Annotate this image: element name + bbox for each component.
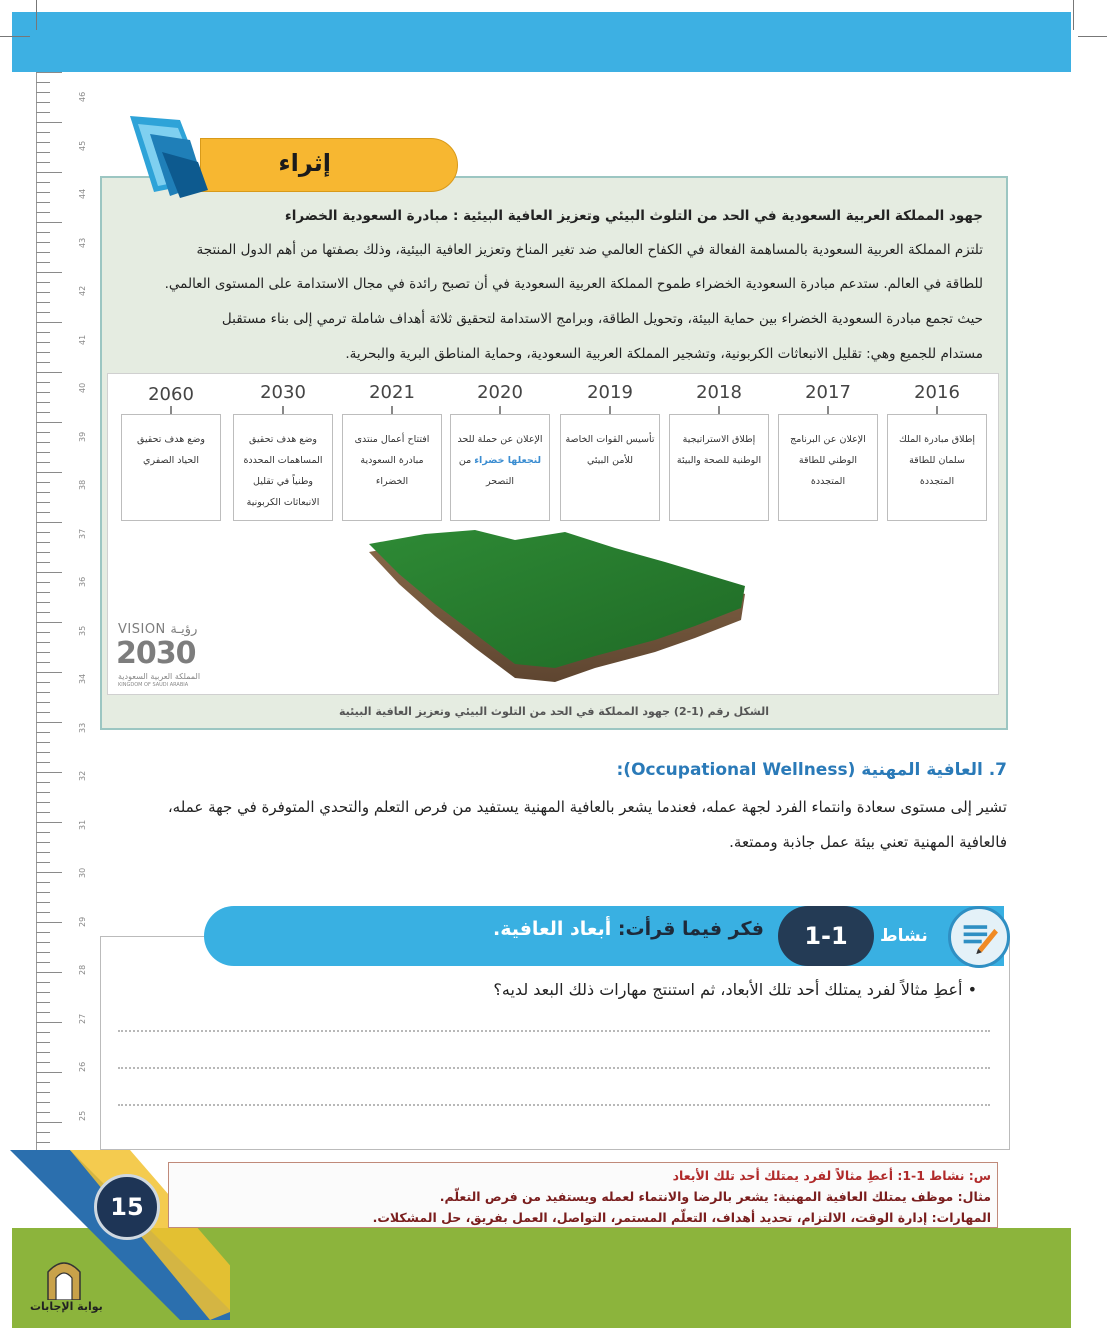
ruler-tick: [36, 852, 50, 853]
timeline-text: وضع هدف تحقيق المساهمات المحددة وطنياً في تقليل الانبعاثات الكربونية: [233, 414, 333, 521]
ruler-tick: [36, 422, 62, 423]
ruler-tick: [36, 532, 50, 533]
ruler-tick: [36, 262, 50, 263]
ruler-tick: [36, 1092, 50, 1093]
crop-mark: [1078, 36, 1107, 37]
timeline-year: 2021: [369, 382, 415, 403]
ruler-tick: [36, 932, 50, 933]
ruler-tick: [36, 862, 50, 863]
ruler-tick: [36, 1022, 62, 1023]
ruler-tick: [36, 662, 50, 663]
activity-answer-box: [100, 936, 1010, 1150]
ruler-tick: [36, 142, 50, 143]
ruler-tick: [36, 292, 50, 293]
ruler-tick: [36, 832, 50, 833]
crop-mark: [36, 0, 37, 30]
activity-question: • أعطِ مثالاً لفرد يمتلك أحد تلك الأبعاد، ثم استنتج مهارات ذلك البعد لديه؟: [493, 980, 977, 999]
gate-logo-icon: [44, 1254, 84, 1300]
ruler-tick: [36, 822, 62, 823]
ruler-tick: [36, 812, 50, 813]
ruler-number: 27: [78, 1013, 87, 1024]
timeline-year: 2060: [148, 384, 194, 405]
ruler-tick: [36, 122, 62, 123]
ruler-tick: [36, 112, 50, 113]
ruler-tick: [36, 442, 50, 443]
ruler-tick: [36, 272, 62, 273]
ruler-tick: [36, 192, 50, 193]
timeline-text-b: من التصحر: [458, 455, 514, 487]
answer-note-line-1: س: نشاط 1-1: أعطِ مثالاً لفرد يمتلك أحد تلك الأبعاد: [672, 1168, 991, 1183]
ruler-number: 36: [78, 576, 87, 587]
ruler-tick: [36, 972, 62, 973]
ruler-number: 25: [78, 1110, 87, 1121]
logo-text: بوابة الإجابات: [30, 1300, 103, 1313]
ruler-tick: [36, 382, 50, 383]
ruler-tick: [36, 492, 50, 493]
timeline-year: 2030: [260, 382, 306, 403]
ruler-tick: [36, 742, 50, 743]
ruler-number: 38: [78, 479, 87, 490]
ruler-number: 41: [78, 334, 87, 345]
ruler-tick: [36, 762, 50, 763]
answer-note-line-2: مثال: موظف يمتلك العافية المهنية: يشعر بالرضا والانتماء لعمله ويستفيد من فرص التعلّم.: [439, 1189, 991, 1204]
ruler-tick: [36, 372, 62, 373]
ruler-tick: [36, 772, 62, 773]
ruler-tick: [36, 332, 50, 333]
ruler-tick: [36, 182, 50, 183]
ruler-tick: [36, 1112, 50, 1113]
ruler-number: 44: [78, 188, 87, 199]
ruler-tick: [36, 542, 50, 543]
answer-note: [168, 1162, 998, 1228]
activity-label: نشاط: [880, 926, 928, 946]
ruler-tick: [36, 622, 62, 623]
timeline-year: 2017: [805, 382, 851, 403]
ruler-number: 33: [78, 722, 87, 733]
timeline-text: افتتاح أعمال منتدى مبادرة السعودية الخضراء: [342, 414, 442, 521]
timeline-text: الإعلان عن البرنامج الوطني للطاقة المتجددة: [778, 414, 878, 521]
ruler-tick: [36, 1062, 50, 1063]
ruler-tick: [36, 482, 50, 483]
ruler-tick: [36, 602, 50, 603]
ruler-number: 46: [78, 91, 87, 102]
ruler-tick: [36, 462, 50, 463]
ruler-tick: [36, 962, 50, 963]
open-book-icon: [120, 112, 216, 202]
ruler-tick: [36, 842, 50, 843]
ruler-number: 40: [78, 382, 87, 393]
vision-ar: المملكة العربية السعودية: [118, 672, 201, 681]
ruler-tick: [36, 202, 50, 203]
ruler-tick: [36, 522, 62, 523]
ruler-tick: [36, 882, 50, 883]
answer-note-line-3: المهارات: إدارة الوقت، الالتزام، تحديد أهداف، التعلّم المستمر، التواصل، العمل بفريق، حل المشكلات.: [372, 1210, 991, 1225]
ruler-tick: [36, 562, 50, 563]
ruler-tick: [36, 632, 50, 633]
ruler-tick: [36, 1102, 50, 1103]
ruler-tick: [36, 232, 50, 233]
ruler-tick: [36, 892, 50, 893]
ruler-tick: [36, 802, 50, 803]
ruler-tick: [36, 1132, 50, 1133]
ruler-tick: [36, 1002, 50, 1003]
ruler-number: 43: [78, 237, 87, 248]
activity-number: 1-1: [778, 906, 874, 966]
ruler-tick: [36, 222, 62, 223]
ruler-tick: [36, 982, 50, 983]
answer-line[interactable]: [118, 1067, 990, 1069]
ruler-tick: [36, 582, 50, 583]
timeline-text: [450, 414, 550, 521]
ruler-tick: [36, 732, 50, 733]
ruler-tick: [36, 712, 50, 713]
ruler-tick: [36, 552, 50, 553]
ruler-tick: [36, 252, 50, 253]
ruler-tick: [36, 162, 50, 163]
timeline-year: 2018: [696, 382, 742, 403]
ruler-tick: [36, 72, 62, 73]
activity-title-main: فكر فيما قرأت:: [617, 918, 764, 940]
vision-en: KINGDOM OF SAUDI ARABIA: [118, 682, 189, 688]
ruler-number: 32: [78, 770, 87, 781]
ruler-tick: [36, 1012, 50, 1013]
ruler-tick: [36, 672, 62, 673]
ruler-number: 26: [78, 1061, 87, 1072]
section-title: 7. العافية المهنية (Occupational Wellness):: [616, 760, 1007, 780]
ruler-tick: [36, 352, 50, 353]
ruler-number: 37: [78, 528, 87, 539]
ruler-tick: [36, 652, 50, 653]
ruler-number: 34: [78, 673, 87, 684]
ruler-tick: [36, 472, 62, 473]
ruler-tick: [36, 172, 62, 173]
ethra-line-1: تلتزم المملكة العربية السعودية بالمساهمة الفعالة في الكفاح العالمي ضد تغير المناخ وتعزيز العافية البيئية، وذلك بصفتها من أهم الدول المنتجة: [196, 242, 983, 258]
timeline-text: وضع هدف تحقيق الحياد الصفري: [121, 414, 221, 521]
ruler-number: 31: [78, 819, 87, 830]
ruler-tick: [36, 82, 50, 83]
pencil-note-icon: [948, 906, 1010, 968]
activity-title: [493, 918, 764, 940]
timeline-year: 2019: [587, 382, 633, 403]
ruler-tick: [36, 1122, 62, 1123]
timeline-text-a: الإعلان عن حملة للحد: [457, 434, 543, 445]
ruler-tick: [36, 682, 50, 683]
timeline-text: إطلاق الاستراتيجية الوطنية للصحة والبيئة: [669, 414, 769, 521]
ruler-tick: [36, 402, 50, 403]
ruler-tick: [36, 1042, 50, 1043]
ruler-number: 35: [78, 625, 87, 636]
timeline-highlight: لنجعلها خضراء: [474, 455, 542, 466]
crop-mark: [0, 36, 30, 37]
ethra-line-3: حيث تجمع مبادرة السعودية الخضراء بين حماية البيئة، وتحويل الطاقة، وبرامج الاستدامة لتحقيق ثلاثة أهداف شاملة ترمي إلى بناء مستقبل: [221, 311, 983, 327]
ruler-tick: [36, 502, 50, 503]
side-ruler: [36, 72, 96, 1152]
ruler-tick: [36, 1142, 50, 1143]
ruler-tick: [36, 592, 50, 593]
ruler-tick: [36, 1072, 62, 1073]
ruler-tick: [36, 702, 50, 703]
ruler-tick: [36, 872, 62, 873]
ruler-tick: [36, 212, 50, 213]
ruler-tick: [36, 242, 50, 243]
ruler-tick: [36, 722, 62, 723]
ethra-heading: جهود المملكة العربية السعودية في الحد من التلوث البيئي وتعزيز العافية البيئية : مبادرة السعودية الخضراء: [284, 208, 983, 224]
ruler-number: 45: [78, 140, 87, 151]
ruler-tick: [36, 312, 50, 313]
timeline-text: تأسيس القوات الخاصة للأمن البيئي: [560, 414, 660, 521]
ruler-number: 42: [78, 285, 87, 296]
crop-mark: [1073, 0, 1074, 30]
ruler-tick: [36, 912, 50, 913]
ruler-tick: [36, 132, 50, 133]
ruler-tick: [36, 692, 50, 693]
ruler-tick: [36, 512, 50, 513]
figure-caption: الشكل رقم (1-2) جهود المملكة في الحد من التلوث البيئي وتعزيز العافية البيئية: [338, 705, 769, 718]
ruler-number: 39: [78, 431, 87, 442]
ethra-line-2: للطاقة في العالم. ستدعم مبادرة السعودية الخضراء طموح المملكة العربية السعودية في أن تصبح رائدة في مجال الاستدامة على المستوى العالمي.: [164, 276, 983, 292]
answer-line[interactable]: [118, 1104, 990, 1106]
ruler-number: 30: [78, 867, 87, 878]
top-color-band: [12, 12, 1071, 72]
ruler-tick: [36, 412, 50, 413]
ruler-tick: [36, 1082, 50, 1083]
ruler-tick: [36, 152, 50, 153]
ruler-tick: [36, 992, 50, 993]
ethra-tab: [200, 138, 458, 192]
ruler-tick: [36, 342, 50, 343]
ruler-tick: [36, 302, 50, 303]
ruler-tick: [36, 102, 50, 103]
ruler-tick: [36, 1052, 50, 1053]
ruler-tick: [36, 452, 50, 453]
section-line-2: فالعافية المهنية تعني بيئة عمل جاذبة وممتعة.: [729, 833, 1007, 851]
ruler-tick: [36, 92, 50, 93]
ruler-tick: [36, 752, 50, 753]
page-number: 15: [94, 1174, 160, 1240]
vision-year: 2030: [116, 636, 196, 671]
ruler-tick: [36, 782, 50, 783]
ruler-tick: [36, 902, 50, 903]
activity-subtitle: أبعاد العافية.: [492, 918, 618, 940]
ruler-tick: [36, 792, 50, 793]
ruler-tick: [36, 922, 62, 923]
saudi-map-grass-image: [365, 530, 755, 695]
ethra-line-4: مستدام للجميع وهي: تقليل الانبعاثات الكربونية، وتشجير المملكة العربية السعودية، وحماية المناطق البرية والبحرية.: [345, 346, 983, 362]
ruler-tick: [36, 392, 50, 393]
ruler-tick: [36, 942, 50, 943]
ethra-title: إثراء: [278, 149, 331, 177]
timeline-year: 2016: [914, 382, 960, 403]
ruler-tick: [36, 282, 50, 283]
timeline-text: إطلاق مبادرة الملك سلمان للطاقة المتجددة: [887, 414, 987, 521]
ruler-tick: [36, 432, 50, 433]
ruler-tick: [36, 572, 62, 573]
ruler-tick: [36, 322, 62, 323]
section-line-1: تشير إلى مستوى سعادة وانتماء الفرد لجهة عمله، فعندما يشعر بالعافية المهنية يستفيد من فرص التعلم والتحدي المتوفرة في جهة عمله،: [167, 798, 1007, 816]
answer-line[interactable]: [118, 1030, 990, 1032]
ruler-tick: [36, 1032, 50, 1033]
vision-word: VISION رؤيـة: [118, 622, 198, 637]
ruler-tick: [36, 952, 50, 953]
ruler-tick: [36, 612, 50, 613]
ruler-tick: [36, 362, 50, 363]
ruler-number: 28: [78, 964, 87, 975]
ruler-number: 29: [78, 916, 87, 927]
vision-2030-logo: [116, 620, 226, 690]
ruler-tick: [36, 642, 50, 643]
timeline-year: 2020: [477, 382, 523, 403]
